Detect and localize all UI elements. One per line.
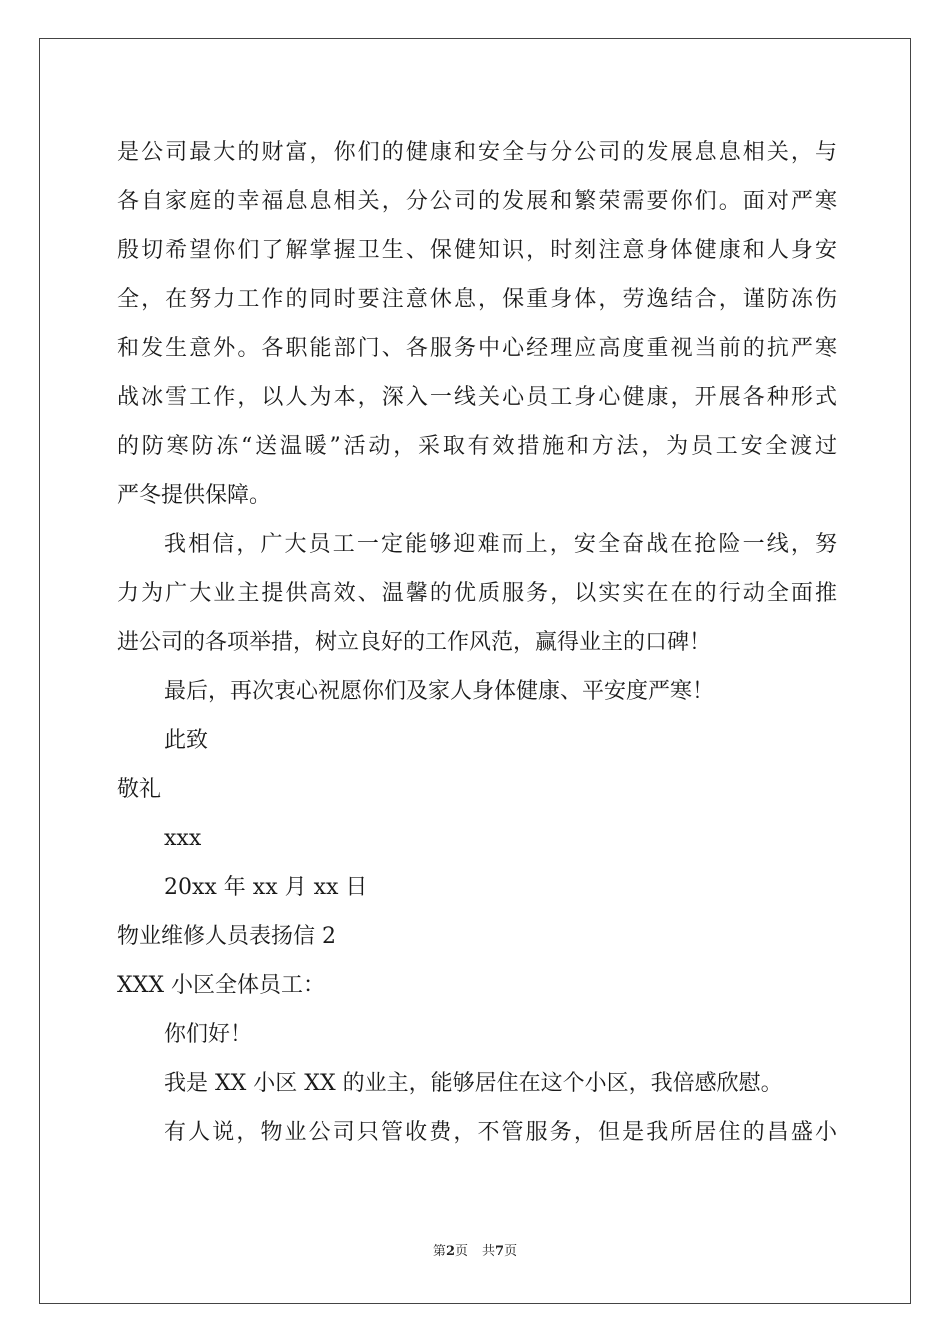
- date-line: 20xx 年 xx 月 xx 日: [164, 875, 368, 900]
- page-suffix: 页: [454, 1244, 468, 1259]
- closing-wish: 最后，再次衷心祝愿你们及家人身体健康、平安度严寒！: [164, 679, 715, 704]
- document-body: [117, 128, 837, 1157]
- page-footer: [0, 1240, 950, 1259]
- text-line: 进公司的各项举措，树立良好的工作风范，赢得业主的口碑！: [117, 630, 712, 655]
- text-line: 殷切希望你们了解掌握卫生、保健知识，时刻注意身体健康和人身安: [117, 238, 837, 263]
- greeting: 你们好！: [164, 1022, 253, 1047]
- text-line: 严冬提供保障。: [117, 483, 272, 508]
- signature: xxx: [164, 826, 202, 851]
- total-pages: 7: [495, 1244, 505, 1259]
- text-line: 全，在努力工作的同时要注意休息，保重身体，劳逸结合，谨防冻伤: [117, 287, 837, 312]
- text-line: 和发生意外。各职能部门、各服务中心经理应高度重视当前的抗严寒: [117, 336, 837, 361]
- addressee: XXX 小区全体员工：: [117, 973, 325, 998]
- text-line: 有人说，物业公司只管收费，不管服务，但是我所居住的昌盛小: [164, 1120, 837, 1145]
- intro-line: 我是 XX 小区 XX 的业主，能够居住在这个小区，我倍感欣慰。: [164, 1071, 783, 1096]
- text-line: 力为广大业主提供高效、温馨的优质服务，以实实在在的行动全面推: [117, 581, 837, 606]
- text-line: 各自家庭的幸福息息相关，分公司的发展和繁荣需要你们。面对严寒: [117, 189, 837, 214]
- paragraph-2: [117, 520, 837, 667]
- text-line: 战冰雪工作，以人为本，深入一线关心员工身心健康，开展各种形式: [117, 385, 837, 410]
- page-prefix: 第: [432, 1244, 446, 1259]
- section-title: 物业维修人员表扬信 2: [117, 924, 336, 949]
- text-line: 我相信，广大员工一定能够迎难而上，安全奋战在抢险一线，努: [164, 532, 837, 557]
- total-suffix: 页: [504, 1244, 518, 1259]
- total-prefix: 共: [482, 1244, 496, 1259]
- paragraph-1: [117, 128, 837, 520]
- salutation-ci-zhi: 此致: [164, 728, 209, 753]
- text-line: 的防寒防冻“送温暖”活动，采取有效措施和方法，为员工安全渡过: [117, 434, 837, 459]
- page-number: 2: [445, 1244, 455, 1259]
- salutation-jing-li: 敬礼: [117, 777, 162, 802]
- text-line: 是公司最大的财富，你们的健康和安全与分公司的发展息息相关，与: [117, 140, 837, 165]
